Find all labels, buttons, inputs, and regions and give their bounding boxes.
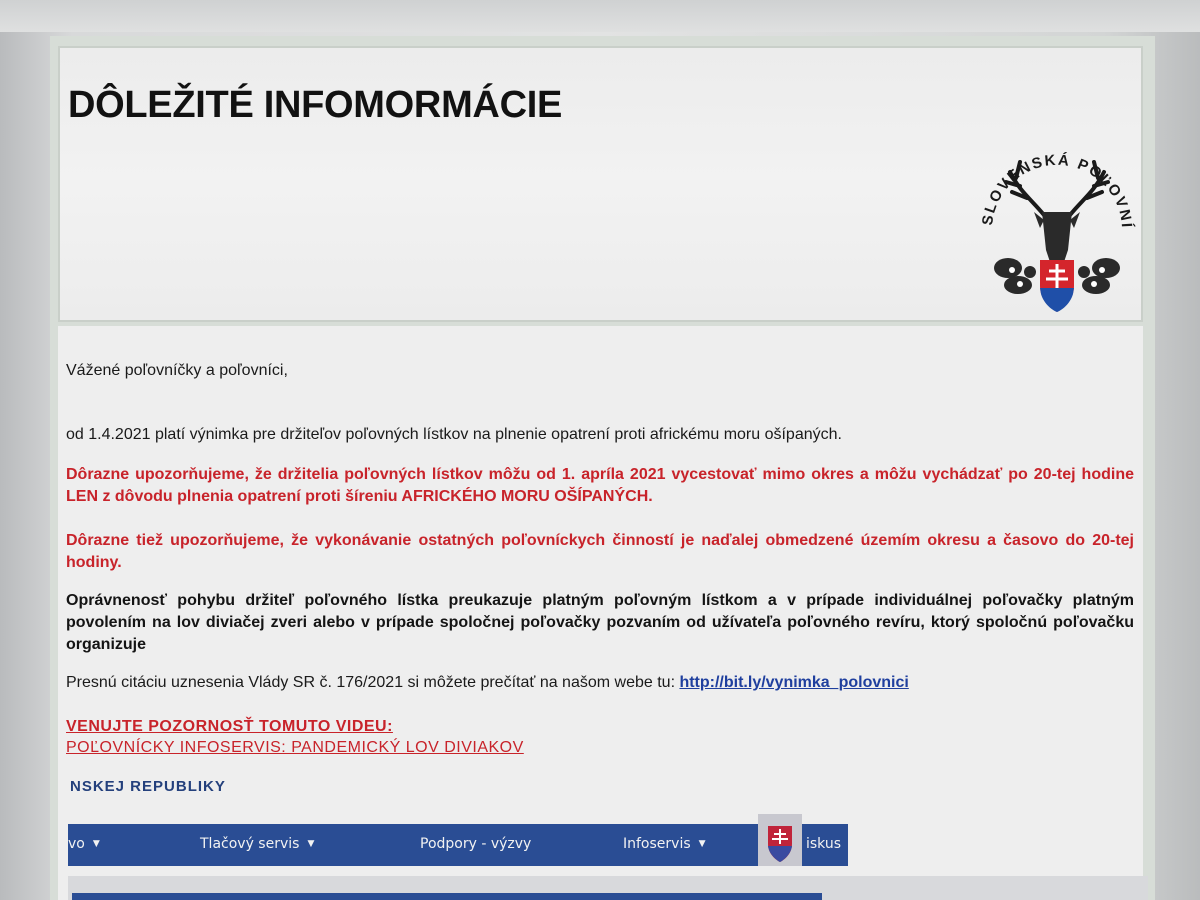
nav-item-infoservis[interactable] (623, 836, 706, 852)
window-top-strip (0, 0, 1200, 32)
nav-item-support[interactable] (420, 836, 531, 852)
republic-banner-text: NSKEJ REPUBLIKY (70, 778, 226, 795)
nav-label: Tlačový servis (200, 836, 300, 852)
nav-label: iskus (806, 836, 842, 852)
nav-label: Infoservis (623, 836, 691, 852)
greeting: Vážené poľovníčky a poľovníci, (66, 362, 288, 379)
nav-label: vo (68, 836, 85, 852)
page-bottom-bar (72, 893, 822, 900)
citation-text: Presnú citáciu uznesenia Vlády SR č. 176/2021 si môžete prečítať na našom webe tu: (66, 674, 680, 691)
nav-emblem-icon (758, 814, 802, 866)
video-heading-link[interactable]: VENUJTE POZORNOSŤ TOMUTO VIDEU: (66, 718, 393, 735)
site-nav-bar (68, 824, 848, 866)
chevron-down-icon: ▼ (698, 839, 706, 849)
paragraph-citation (66, 672, 1136, 694)
exemption-link[interactable]: http://bit.ly/vynimka_polovnici (679, 674, 909, 691)
paragraph-exemption: od 1.4.2021 platí výnimka pre držiteľov poľovných lístkov na plnenie opatrení proti africkému moru ošípaných. (66, 426, 842, 443)
nav-label: Podpory - výzvy (420, 836, 532, 852)
deer-emblem-icon (972, 100, 1142, 330)
video-title-link[interactable]: POĽOVNÍCKY INFOSERVIS: PANDEMICKÝ LOV DIVIAKOV (66, 739, 524, 756)
nav-item-press[interactable] (200, 836, 314, 852)
paragraph-warning-activities: Dôrazne tiež upozorňujeme, že vykonávanie ostatných poľovníckych činností je naďalej obmedzené územím okresu a časovo do 20-tej hodiny. (66, 532, 1134, 571)
paragraph-authorization: Oprávnenosť pohybu držiteľ poľovného lístka preukazuje platným poľovným lístkom a v prípade individuálnej poľovačky platným povolením na lov diviačej zveri alebo v prípade spoločnej poľovačky pozvaním od užívateľa poľovného revíru, ktorý spoločnú poľovačku organizuje (66, 592, 1134, 653)
nav-item-vo[interactable] (68, 836, 100, 852)
logo-text: SLOVENSKÁ POĽOVNÍ (979, 151, 1136, 230)
chevron-down-icon: ▼ (307, 839, 315, 849)
nav-item-diskusia[interactable] (806, 836, 841, 852)
paragraph-warning-travel: Dôrazne upozorňujeme, že držitelia poľovných lístkov môžu od 1. apríla 2021 vycestovať mimo okres a môžu vychádzať po 20-tej hodine LEN z dôvodu plnenia opatrení proti šíreniu AFRICKÉHO MORU OŠÍPANÝCH. (66, 466, 1134, 505)
hunting-chamber-logo (972, 100, 1142, 330)
page-title: DÔLEŽITÉ INFOMORMÁCIE (68, 84, 563, 126)
svg-text:SLOVENSKÁ POĽOVNÍCKA KOMORA (972, 100, 1135, 230)
chevron-down-icon: ▼ (92, 839, 100, 849)
